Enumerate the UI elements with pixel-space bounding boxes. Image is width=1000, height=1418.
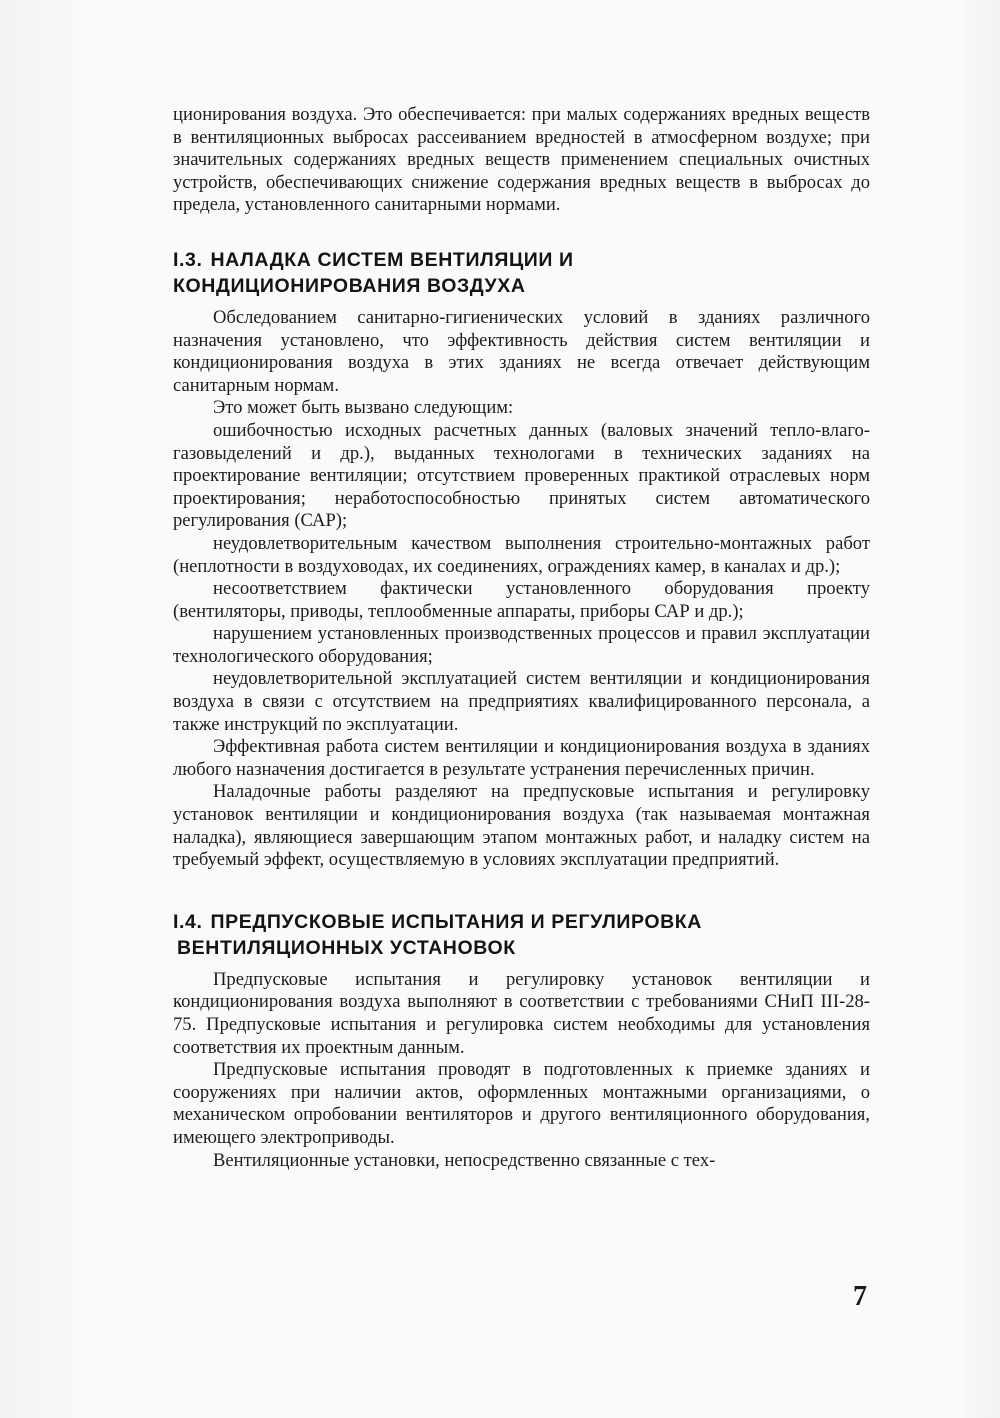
page-number: 7	[853, 1281, 867, 1312]
list-item: ошибочностью исходных расчетных данных (валовых значений тепло-влаго-газовыделений и др.), выданных технологами в технических заданиях на проектирование вентиляции; отсутствием проверенных практикой отраслевых норм проектирования; неработоспособностью принятых систем автоматического регулирования (САР);	[173, 419, 870, 532]
scan-shadow-right	[960, 0, 1000, 1418]
intro-paragraph: ционирования воздуха. Это обеспечивается: при малых содержаниях вредных веществ в вентиляционных выбросах рассеиванием вредностей в атмосферном воздухе; при значительных содержаниях вредных веществ применением специальных очистных устройств, обеспечивающих снижение содержания вредных веществ в выбросах до предела, установленного санитарными нормами.	[173, 104, 870, 216]
section-1-3-title-line2: КОНДИЦИОНИРОВАНИЯ ВОЗДУХА	[173, 274, 526, 297]
paragraph: Наладочные работы разделяют на предпусковые испытания и регулировку установок вентиляции и кондиционирования воздуха (так называемая монтажная наладка), являющиеся завершающим этапом монтажных работ, и наладку систем на требуемый эффект, осуществляемую в условиях эксплуатации предприятий.	[173, 781, 870, 871]
section-1-4-title-line1: ПРЕДПУСКОВЫЕ ИСПЫТАНИЯ И РЕГУЛИРОВКА	[210, 910, 702, 933]
list-item: неудовлетворительным качеством выполнения строительно-монтажных работ (неплотности в воздуховодах, их соединениях, ограждениях камер, в каналах и др.);	[173, 532, 870, 577]
list-item: неудовлетворительной эксплуатацией систем вентиляции и кондиционирования воздуха в связи с отсутствием на предприятиях квалифицированного персонала, а также инструкций по эксплуатации.	[173, 668, 870, 735]
paragraph: Вентиляционные установки, непосредственно связанные с тех-	[213, 1149, 716, 1171]
list-item: нарушением установленных производственных процессов и правил эксплуатации технологического оборудования;	[173, 623, 870, 667]
list-item: несоответствием фактически установленного оборудования проекту (вентиляторы, приводы, теплообменные аппараты, приборы САР и др.);	[173, 578, 870, 622]
section-1-3-number: I.3.	[173, 248, 203, 271]
section-1-3-title-line1: НАЛАДКА СИСТЕМ ВЕНТИЛЯЦИИ И	[210, 248, 574, 271]
scan-shadow-left	[0, 0, 90, 1418]
paragraph: Это может быть вызвано следующим:	[213, 397, 514, 419]
paragraph: Предпусковые испытания проводят в подготовленных к приемке зданиях и сооружениях при наличии актов, оформленных монтажными организациями, о механическом опробовании вентиляторов и другого вентиляционного оборудования, имеющего электроприводы.	[173, 1059, 870, 1148]
paragraph: Эффективная работа систем вентиляции и кондиционирования воздуха в зданиях любого назначения достигается в результате устранения перечисленных причин.	[173, 736, 870, 780]
page-content	[173, 104, 870, 1172]
section-1-4-number: I.4.	[173, 910, 203, 933]
section-1-4-heading	[173, 909, 870, 961]
section-1-3-heading	[173, 247, 870, 299]
section-1-4-title-line2: ВЕНТИЛЯЦИОННЫХ УСТАНОВОК	[177, 936, 516, 959]
paragraph: Обследованием санитарно-гигиенических условий в зданиях различного назначения установлено, что эффективность действия систем вентиляции и кондиционирования воздуха в этих зданиях не всегда отвечает действующим санитарным нормам.	[173, 306, 870, 396]
paragraph: Предпусковые испытания и регулировку установок вентиляции и кондиционирования воздуха выполняют в соответствии с требованиями СНиП III-28-75. Предпусковые испытания и регулировка систем необходимы для установления соответствия их проектным данным.	[173, 968, 870, 1058]
